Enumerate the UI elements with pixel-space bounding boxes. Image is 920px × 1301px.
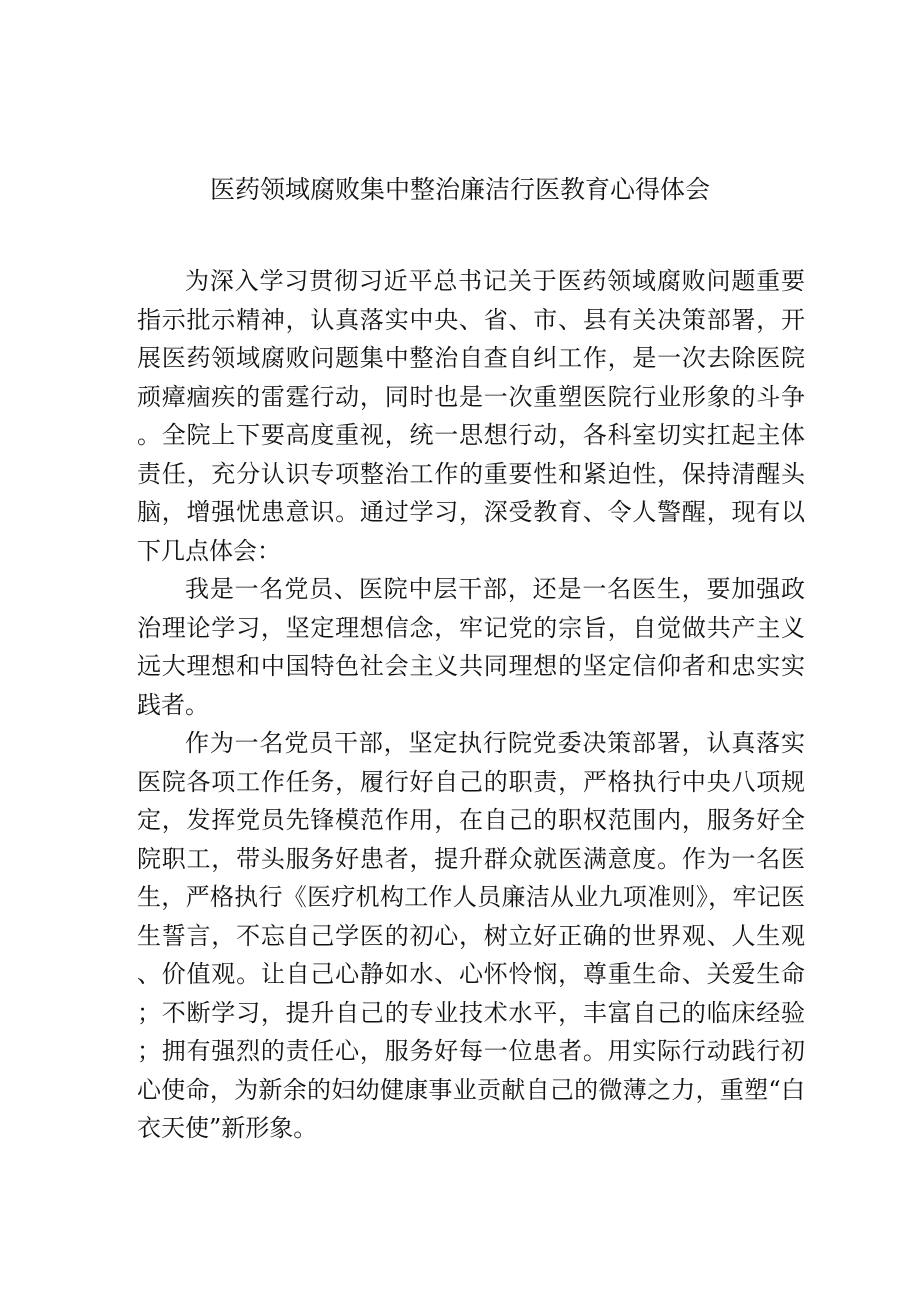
document-title: 医药领域腐败集中整治廉洁行医教育心得体会 bbox=[209, 175, 710, 204]
paragraph-intro: 为深入学习贯彻习近平总书记关于医药领域腐败问题重要指示批示精神，认真落实中央、省、市、县有关决策部署，开展医药领域腐败问题集中整治自查自纠工作，是一次去除医院顽瘴痼疾的雷霆行动，同时也是一次重塑医院行业形象的斗争。全院上下要高度重视，统一思想行动，各科室切实扛起主体责任，充分认识专项整治工作的重要性和紧迫性，保持清醒头脑，增强忧患意识。通过学习，深受教育、令人警醒，现有以下几点体会： bbox=[137, 267, 805, 565]
paragraph-party-member: 我是一名党员、医院中层干部，还是一名医生，要加强政治理论学习，坚定理想信念，牢记党的宗旨，自觉做共产主义远大理想和中国特色社会主义共同理想的坚定信仰者和忠实实践者。 bbox=[137, 575, 805, 719]
document-body bbox=[137, 262, 805, 1148]
paragraph-doctor-duty: 作为一名党员干部，坚定执行院党委决策部署，认真落实医院各项工作任务，履行好自己的职责，严格执行中央八项规定，发挥党员先锋模范作用，在自己的职权范围内，服务好全院职工，带头服务好患者，提升群众就医满意度。作为一名医生，严格执行《医疗机构工作人员廉洁从业九项准则》，牢记医生誓言，不忘自己学医的初心，树立好正确的世界观、人生观、价值观。让自己心静如水、心怀怜悯，尊重生命、关爱生命；不断学习，提升自己的专业技术水平，丰富自己的临床经验；拥有强烈的责任心，服务好每一位患者。用实际行动践行初心使命，为新余的妇幼健康事业贡献自己的微薄之力，重塑“白衣天使”新形象。 bbox=[137, 729, 805, 1142]
